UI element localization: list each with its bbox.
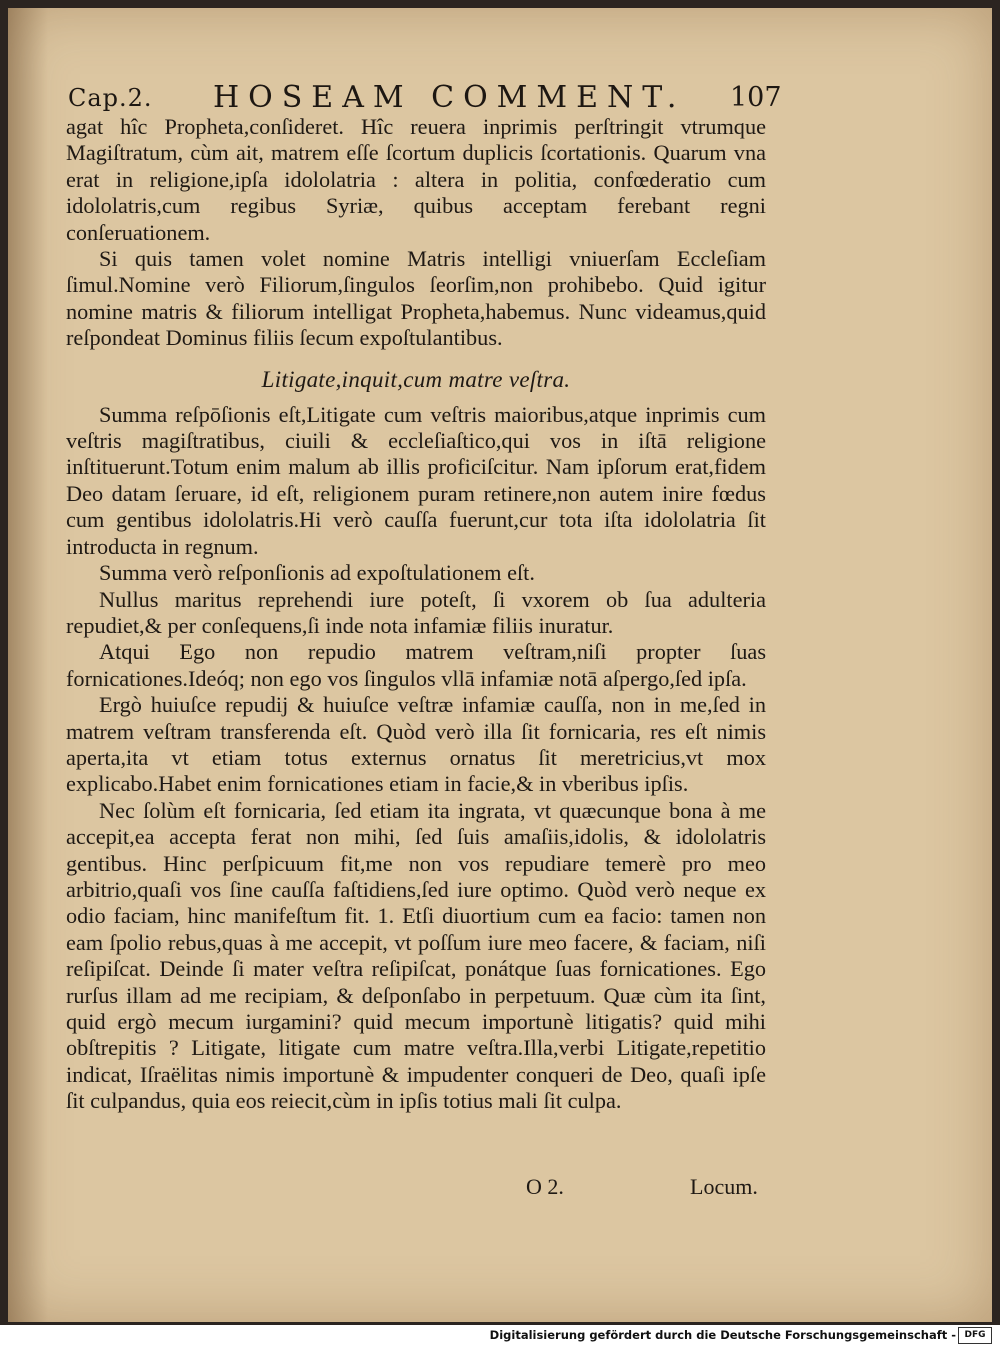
paragraph-3: Summa reſpōſionis eſt,Litigate cum veſtris maioribus,atque inprimis cum veſtris magiſtratibus, ciuili & eccleſiaſtico,qui vos in iſtā religione inſtituerunt.Totum enim malum ab illis proficiſcitur. Nam ipſorum erat,fidem Deo datam ſeruare, id eſt, religionem puram retinere,non autem inire fœdus cum gentibus idololatris.Hi verò cauſſa fuerunt,cur tota iſta idololatria ſit introducta in regnum.: [66, 401, 766, 559]
running-title: HOSEAM COMMENT.: [213, 80, 686, 115]
paragraph-5: Nullus maritus reprehendi iure poteſt, ſi vxorem ob ſua adulteria repudiet,& per conſequens,ſi inde nota infamiæ filiis inuratur.: [66, 586, 766, 638]
paragraph-8: Nec ſolùm eſt fornicaria, ſed etiam ita ingrata, vt quæcunque bona à me accepit,ea accepta ferat non mihi, ſed ſuis amaſiis,idolis, & idololatris gentibus. Hinc perſpicuum fit,me non vos repudiare temerè pro meo arbitrio,quaſi vos ſine cauſſa faſtidiens,ſed iure optimo. Quòd verò neque ex odio faciam, hinc manifeſtum fit. 1. Etſi diuortium cum ea facio: tamen non eam ſpolio rebus,quas à me accepit, vt poſſum iure meo facere, & faciam, niſi reſipiſcat. Deinde ſi mater veſtra reſipiſcat, ponátque ſuas fornicationes. Ego rurſus illam ad me recipiam, & deſponſabo in perpetuum. Quæ cùm ita ſint, quid ergò mecum iurgamini? quid mecum importunè litigatis? quid mihi obſtrepitis ? Litigate, litigate cum matre veſtra.Illa,verbi Litigate,repetitio indicat, Iſraëlitas nimis importunè & impudenter conqueri de Deo, quaſi ipſe ſit culpandus, quia eos reiecit,cùm in ipſis totius mali ſit culpa.: [66, 797, 766, 1114]
dfg-logo-icon: DFG: [958, 1327, 992, 1344]
body-text: [66, 114, 766, 1115]
paragraph-6: Atqui Ego non repudio matrem veſtram,niſi propter ſuas fornicationes.Ideóq; non ego vos ſingulos vllā infamiæ notā aſpergo,ſed ipſa.: [66, 639, 766, 691]
paragraph-2: Si quis tamen volet nomine Matris intelligi vniuerſam Eccleſiam ſimul.Nomine verò Filiorum,ſingulos ſeorſim,non prohibebo. Quid igitur nomine matris & filiorum intelligat Propheta,habemus. Nunc videamus,quid reſpondeat Dominus filiis ſecum expoſtulantibus.: [66, 246, 766, 351]
footer-bar: [0, 1325, 1000, 1346]
page-number: 107: [730, 82, 782, 113]
catchword: Locum.: [690, 1174, 758, 1199]
signature-mark: O 2.: [526, 1174, 564, 1199]
chapter-label: Cap.2.: [68, 84, 153, 112]
paragraph-4: Summa verò reſponſionis ad expoſtulationem eſt.: [99, 560, 535, 586]
book-page: [8, 8, 992, 1322]
section-heading: Litigate,inquit,cum matre veſtra.: [261, 366, 571, 392]
funding-notice: Digitalisierung gefördert durch die Deutsche Forschungsgemeinschaft -: [489, 1328, 956, 1342]
paragraph-1: agat hîc Propheta,conſideret. Hîc reuera inprimis perſtringit vtrumque Magiſtratum, cùm ait, matrem eſſe ſcortum duplicis ſcortationis. Quarum vna erat in religione,ipſa idololatria : altera in politia, confœderatio cum idololatris,cum regibus Syriæ, quibus acceptam ferebant regni conſeruationem.: [66, 114, 766, 245]
paragraph-7: Ergò huiuſce repudij & huiuſce veſtræ infamiæ cauſſa, non in me,ſed in matrem veſtram transferenda eſt. Quòd verò illa ſit fornicaria, res eſt nimis aperta,ita vt etiam totus externus ornatus ſit meretricius,vt mox explicabo.Habet enim fornicationes etiam in facie,& in vberibus ipſis.: [66, 692, 766, 797]
